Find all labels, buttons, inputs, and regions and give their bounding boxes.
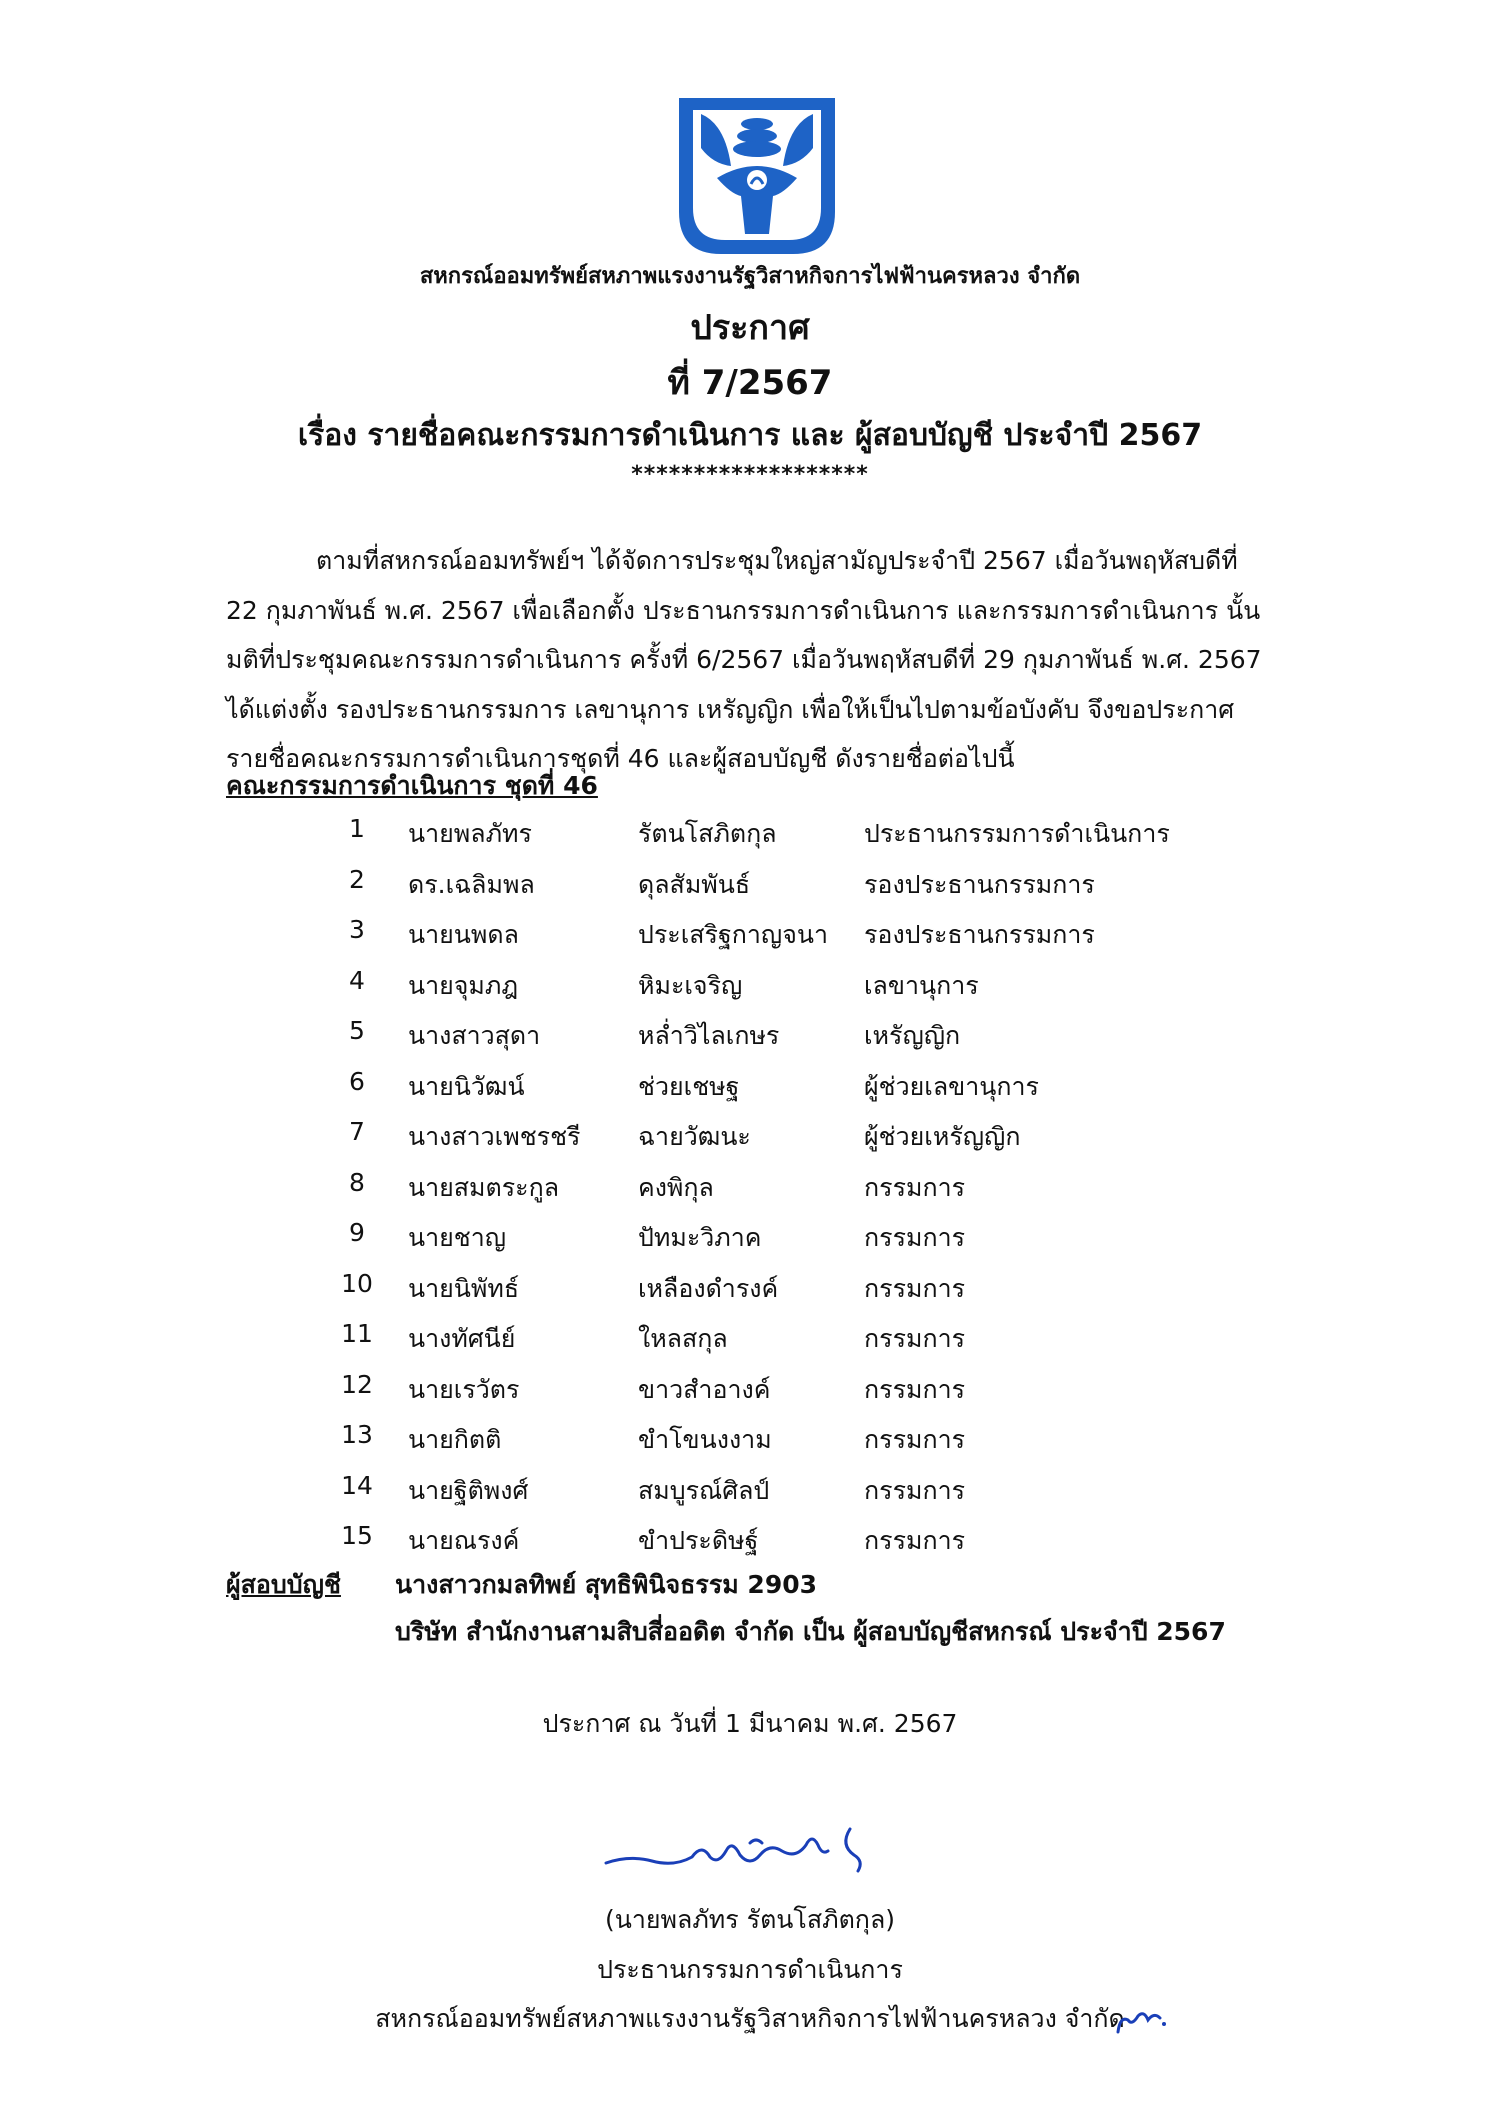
member-position: เหรัญญิก <box>864 1021 961 1050</box>
member-name: นายสมตระกูล <box>408 1172 560 1202</box>
auditor-label: ผู้สอบบัญชี <box>226 1570 341 1599</box>
announcement-subject: เรื่อง รายชื่อคณะกรรมการดำเนินการ และ ผู้สอบบัญชี ประจำปี 2567 <box>297 418 1203 453</box>
member-name: นายนิวัฒน์ <box>408 1071 525 1101</box>
organization-name: สหกรณ์ออมทรัพย์สหภาพแรงงานรัฐวิสาหกิจการไฟฟ้านครหลวง จำกัด <box>419 264 1081 289</box>
separator: ******************* <box>631 462 869 487</box>
member-position: กรรมการ <box>864 1475 966 1505</box>
list-item <box>330 1210 1230 1261</box>
member-position: เลขานุการ <box>864 970 979 1000</box>
list-item <box>330 1008 1230 1059</box>
member-surname: ประเสริฐกาญจนา <box>638 920 829 949</box>
body-line: รายชื่อคณะกรรมการดำเนินการชุดที่ 46 และผู้สอบบัญชี ดังรายชื่อต่อไปนี้ <box>226 744 1015 773</box>
member-surname: ดุลสัมพันธ์ <box>638 869 751 899</box>
list-item <box>330 907 1230 958</box>
member-surname: ช่วยเชษฐ <box>638 1071 740 1101</box>
initials-icon <box>1110 1998 1170 2038</box>
member-name: นายนิพัทธ์ <box>408 1273 520 1303</box>
member-surname: หล่ำวิไลเกษร <box>638 1021 780 1050</box>
list-item <box>330 857 1230 908</box>
member-position: ประธานกรรมการดำเนินการ <box>864 819 1170 848</box>
member-position: ผู้ช่วยเลขานุการ <box>864 1071 1039 1101</box>
member-position: กรรมการ <box>864 1425 966 1454</box>
member-surname: ขำประดิษฐ์ <box>638 1526 759 1555</box>
signer-organization: สหกรณ์ออมทรัพย์สหภาพแรงงานรัฐวิสาหกิจการไฟฟ้านครหลวง จำกัด <box>375 2004 1125 2033</box>
list-item <box>330 806 1230 857</box>
member-surname: ขาวสำอางค์ <box>638 1374 771 1404</box>
member-surname: รัตนโสภิตกุล <box>638 819 777 848</box>
member-surname: ใหลสกุล <box>638 1324 728 1353</box>
member-name: นายชาญ <box>408 1223 507 1252</box>
member-surname: เหลืองดำรงค์ <box>638 1273 779 1303</box>
list-item <box>330 1261 1230 1312</box>
member-surname: หิมะเจริญ <box>638 970 743 1000</box>
member-name: นายนพดล <box>408 920 519 949</box>
list-item <box>330 1059 1230 1110</box>
signature-icon <box>600 1815 890 1885</box>
announcement-body <box>226 536 1286 784</box>
member-number: 4 <box>349 965 365 995</box>
member-number: 6 <box>349 1066 365 1096</box>
member-position: รองประธานกรรมการ <box>864 869 1095 899</box>
auditor-firm: บริษัท สำนักงานสามสิบสี่ออดิต จำกัด เป็น ผู้สอบบัญชีสหกรณ์ ประจำปี 2567 <box>395 1617 1226 1646</box>
list-item <box>330 1412 1230 1463</box>
member-name: นายฐิติพงศ์ <box>408 1475 529 1505</box>
member-position: กรรมการ <box>864 1324 966 1353</box>
announcement-title: ประกาศ <box>690 308 810 348</box>
auditor-name: นางสาวกมลทิพย์ สุทธิพินิจธรรม 2903 <box>395 1570 818 1599</box>
cooperative-logo-icon <box>673 94 841 259</box>
list-item <box>330 1160 1230 1211</box>
member-surname: ปัทมะวิภาค <box>638 1223 762 1252</box>
member-number: 8 <box>349 1167 365 1197</box>
list-item <box>330 1109 1230 1160</box>
member-surname: ขำโขนงงาม <box>638 1425 772 1454</box>
member-position: รองประธานกรรมการ <box>864 920 1095 949</box>
committee-list <box>330 806 1230 1564</box>
member-name: นายจุมภฎ <box>408 970 519 1000</box>
member-name: นายกิตติ <box>408 1425 502 1454</box>
announcement-number: ที่ 7/2567 <box>667 363 833 403</box>
list-item <box>330 1463 1230 1514</box>
member-name: นางทัศนีย์ <box>408 1324 516 1353</box>
signer-name: (นายพลภัทร รัตนโสภิตกุล) <box>604 1905 896 1934</box>
member-number: 2 <box>349 864 365 894</box>
member-number: 3 <box>349 915 365 944</box>
member-position: กรรมการ <box>864 1374 966 1404</box>
member-name: นายเรวัตร <box>408 1374 520 1404</box>
signer-title: ประธานกรรมการดำเนินการ <box>597 1955 903 1984</box>
member-name: นายณรงค์ <box>408 1526 520 1555</box>
member-number: 10 <box>341 1268 373 1298</box>
member-position: กรรมการ <box>864 1526 966 1555</box>
list-item <box>330 1513 1230 1564</box>
member-name: นางสาวสุดา <box>408 1021 541 1050</box>
member-position: กรรมการ <box>864 1273 966 1303</box>
body-line: มติที่ประชุมคณะกรรมการดำเนินการ ครั้งที่ 6/2567 เมื่อวันพฤหัสบดีที่ 29 กุมภาพันธ์ พ.ศ. 2567 <box>226 645 1262 674</box>
member-number: 14 <box>341 1470 373 1500</box>
member-number: 12 <box>341 1369 373 1399</box>
member-number: 15 <box>341 1521 373 1550</box>
member-number: 7 <box>349 1117 365 1146</box>
announcement-date: ประกาศ ณ วันที่ 1 มีนาคม พ.ศ. 2567 <box>542 1709 958 1738</box>
member-position: กรรมการ <box>864 1172 966 1202</box>
member-number: 1 <box>349 814 365 843</box>
member-number: 9 <box>349 1218 365 1247</box>
list-item <box>330 958 1230 1009</box>
body-line: 22 กุมภาพันธ์ พ.ศ. 2567 เพื่อเลือกตั้ง ประธานกรรมการดำเนินการ และกรรมการดำเนินการ นั้น <box>226 595 1261 625</box>
member-name: นายพลภัทร <box>408 819 532 848</box>
member-number: 13 <box>341 1420 373 1449</box>
member-name: ดร.เฉลิมพล <box>408 869 535 899</box>
member-number: 5 <box>349 1016 365 1045</box>
list-item <box>330 1311 1230 1362</box>
member-surname: สมบูรณ์ศิลป์ <box>638 1475 770 1505</box>
body-line: ได้แต่งตั้ง รองประธานกรรมการ เลขานุการ เหรัญญิก เพื่อให้เป็นไปตามข้อบังคับ จึงขอประกาศ <box>226 694 1235 724</box>
member-surname: ฉายวัฒนะ <box>638 1122 751 1151</box>
committee-heading: คณะกรรมการดำเนินการ ชุดที่ 46 <box>226 771 598 800</box>
list-item <box>330 1362 1230 1413</box>
member-name: นางสาวเพชรชรี <box>408 1122 581 1151</box>
body-line: ตามที่สหกรณ์ออมทรัพย์ฯ ได้จัดการประชุมใหญ่สามัญประจำปี 2567 เมื่อวันพฤหัสบดีที่ <box>316 546 1238 575</box>
member-position: กรรมการ <box>864 1223 966 1252</box>
member-number: 11 <box>341 1319 373 1348</box>
member-surname: คงพิกุล <box>638 1172 714 1202</box>
member-position: ผู้ช่วยเหรัญญิก <box>864 1122 1021 1151</box>
